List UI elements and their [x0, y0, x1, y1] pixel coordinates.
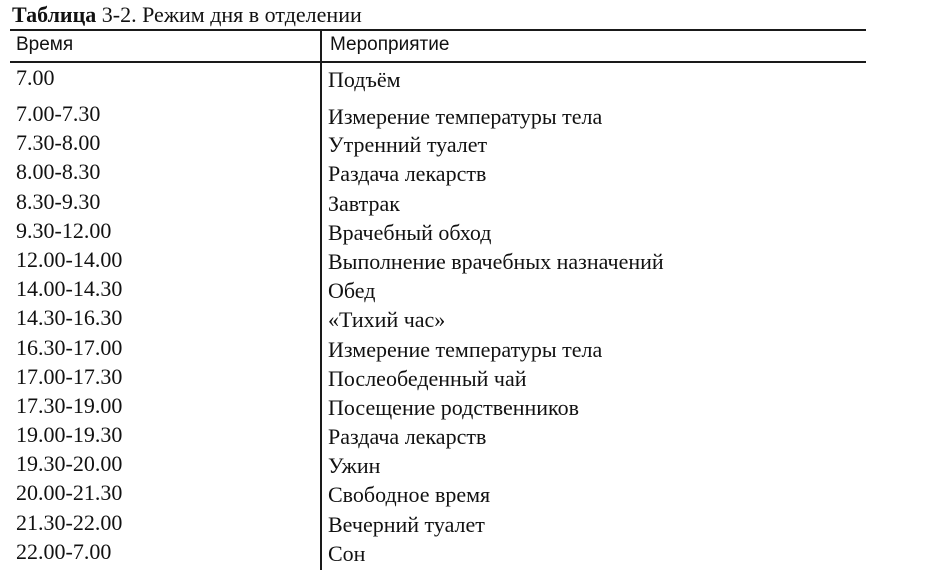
row-time: 7.00-7.30 [16, 101, 101, 126]
row-time: 20.00-21.30 [16, 480, 123, 506]
row-time: 21.30-22.00 [16, 509, 123, 535]
row-time: 17.30-19.00 [16, 392, 123, 418]
table-caption-text: 3-2. Режим дня в отделении [101, 2, 362, 27]
table-row [10, 130, 866, 159]
row-event: Раздача лекарств [328, 424, 487, 450]
table-row [10, 189, 866, 218]
table-row [10, 218, 866, 247]
row-event: Сон [328, 540, 366, 566]
row-event: Утренний туалет [328, 132, 488, 158]
row-time: 22.00-7.00 [16, 538, 112, 564]
row-event: Измерение температуры тела [328, 104, 603, 129]
row-event: Подъём [328, 67, 401, 92]
row-time: 14.30-16.30 [16, 305, 123, 331]
table-row [10, 276, 866, 305]
row-time: 14.00-14.30 [16, 276, 123, 302]
row-time: 7.00 [16, 65, 55, 90]
table-row [10, 305, 866, 334]
row-event: Завтрак [328, 190, 400, 216]
table-row [10, 364, 866, 393]
row-event: Раздача лекарств [328, 161, 487, 187]
table-header-rule [10, 61, 866, 63]
row-event: Посещение родственников [328, 394, 579, 420]
table-row [10, 539, 866, 568]
row-time: 19.00-19.30 [16, 422, 123, 448]
column-header-event: Мероприятие [330, 34, 450, 55]
table-row [10, 393, 866, 422]
table-row [10, 422, 866, 451]
table-row [10, 65, 866, 101]
row-event: Выполнение врачебных назначений [328, 248, 664, 274]
table-row [10, 451, 866, 480]
row-time: 16.30-17.00 [16, 334, 123, 360]
row-event: Вечерний туалет [328, 511, 485, 537]
table-caption [12, 2, 362, 28]
row-time: 12.00-14.00 [16, 246, 123, 272]
table-row [10, 335, 866, 364]
row-event: Врачебный обход [328, 219, 492, 245]
row-time: 9.30-12.00 [16, 217, 112, 243]
column-header-time: Время [16, 34, 74, 55]
table-body [10, 65, 866, 568]
table-row [10, 247, 866, 276]
row-event: Обед [328, 278, 376, 304]
row-event: Измерение температуры тела [328, 336, 603, 362]
row-time: 17.00-17.30 [16, 363, 123, 389]
row-time: 19.30-20.00 [16, 451, 123, 477]
row-event: Послеобеденный чай [328, 365, 527, 391]
table-row [10, 159, 866, 188]
table-row [10, 510, 866, 539]
row-time: 7.30-8.00 [16, 130, 101, 156]
table-top-rule [10, 29, 866, 31]
table-caption-label: Таблица [12, 2, 97, 27]
row-time: 8.00-8.30 [16, 159, 101, 185]
row-event: Свободное время [328, 482, 491, 508]
schedule-table [10, 29, 866, 570]
row-time: 8.30-9.30 [16, 188, 101, 214]
row-event: «Тихий час» [328, 307, 446, 333]
row-event: Ужин [328, 453, 381, 479]
table-row [10, 480, 866, 509]
table-row [10, 101, 866, 130]
